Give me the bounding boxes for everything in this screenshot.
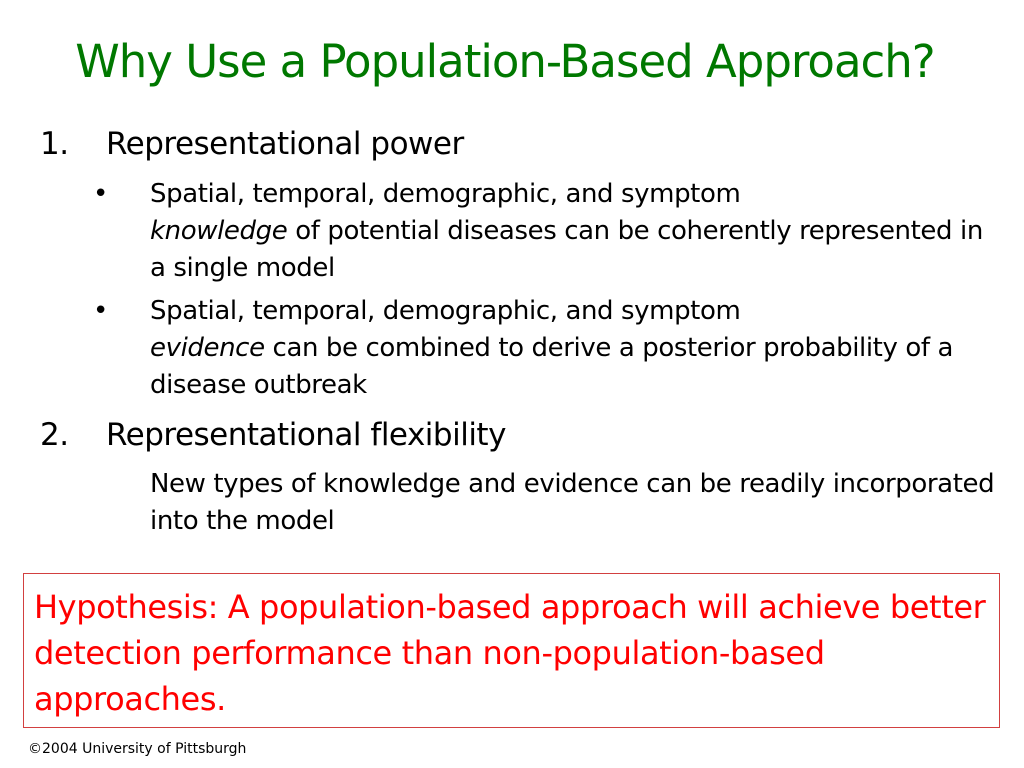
bullet-text	[150, 176, 993, 287]
item-number: 1.	[40, 126, 69, 162]
list-item-2	[40, 415, 506, 455]
copyright-footer: ©2004 University of Pittsburgh	[28, 741, 247, 757]
hypothesis-text: Hypothesis: A population-based approach will achieve better detection performance than non-population-based approaches.	[34, 588, 986, 718]
list-item-1	[40, 124, 464, 164]
slide-title: Why Use a Population-Based Approach?	[75, 35, 935, 88]
hypothesis-box	[23, 573, 1000, 728]
bullet-evidence	[93, 293, 993, 404]
bullet-emphasis: evidence	[150, 333, 265, 363]
item-heading: Representational power	[106, 126, 464, 162]
bullet-text-after: can be combined to derive a posterior probability of a disease outbreak	[150, 333, 953, 400]
bullet-text	[150, 293, 993, 404]
bullet-text-before: Spatial, temporal, demographic, and symptom	[150, 296, 741, 326]
item-detail: New types of knowledge and evidence can be readily incorporated into the model	[150, 469, 995, 536]
item-heading: Representational flexibility	[106, 417, 506, 453]
bullet-marker: •	[93, 179, 108, 209]
bullet-emphasis: knowledge	[150, 216, 288, 246]
bullet-text-before: Spatial, temporal, demographic, and symptom	[150, 179, 741, 209]
item-number: 2.	[40, 417, 69, 453]
bullet-text-after: of potential diseases can be coherently represented in a single model	[150, 216, 983, 283]
bullet-knowledge	[93, 176, 993, 287]
bullet-marker: •	[93, 296, 108, 326]
